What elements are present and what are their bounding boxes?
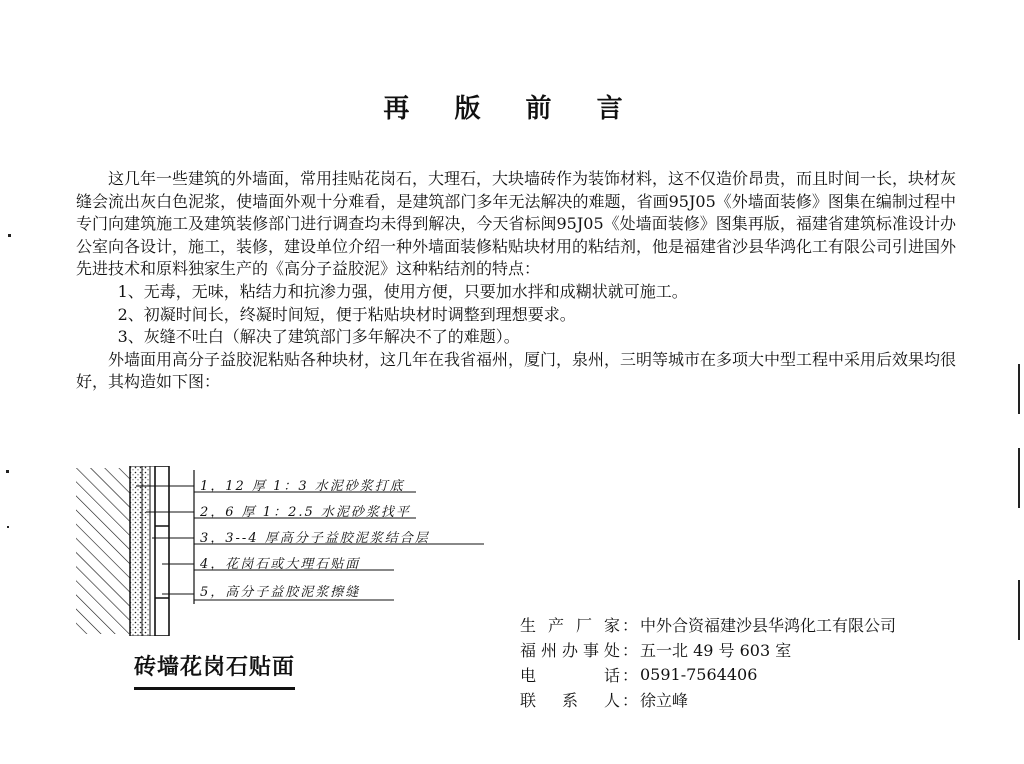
layer-2-leveling-coat xyxy=(142,466,150,636)
separator: ： xyxy=(621,616,638,635)
feature-item-2: 2、初凝时间长，终凝时间短，便于粘贴块材时调整到理想要求。 xyxy=(117,304,576,324)
feature-item-1: 1、无毒，无味，粘结力和抗渗力强，使用方便，只要加水拌和成糊状就可施工。 xyxy=(117,281,688,301)
brick-wall-hatch xyxy=(76,468,130,634)
layer-label-1: 1，12 厚 1：3 水泥砂浆打底 xyxy=(200,479,405,494)
scan-edge-line xyxy=(1018,364,1020,414)
separator: ： xyxy=(621,691,638,710)
layer-4-stone-facing xyxy=(155,466,169,636)
contact-row-office xyxy=(520,637,896,662)
intro-paragraph: 这几年一些建筑的外墙面，常用挂贴花岗石，大理石，大块墙砖作为装饰材料，这不仅造价昂贵，而且时间一长，块材灰缝会流出灰白色泥浆，使墙面外观十分难看，是建筑部门多年无法解决的难题，省画95J05《外墙面装修》图集在编制过程中专门向建筑施工及建筑装修部门进行调查均未得到解决，今天省标闽95J05《处墙面装修》图集再版，福建省建筑标准设计办公室向各设计，施工，装修，建设单位介绍一种外墙面装修粘贴块材用的粘结剂，他是福建省沙县华鸿化工有限公司引进国外先进技术和原料独家生产的《高分子益胶泥》这种粘结剂的特点： xyxy=(76,169,957,279)
office-value: 五一北 49 号 603 室 xyxy=(640,641,792,660)
layer-1-base-coat xyxy=(130,466,142,636)
office-label: 福州办事处 xyxy=(520,641,620,660)
scan-speck xyxy=(7,526,9,528)
separator: ： xyxy=(621,666,638,685)
scan-speck xyxy=(6,470,9,473)
phone-label: 电话 xyxy=(520,666,620,685)
diagram-caption: 砖墙花岗石贴面 xyxy=(134,650,295,690)
preface-body xyxy=(76,168,956,394)
feature-item-3: 3、灰缝不吐白（解决了建筑部门多年解决不了的难题）。 xyxy=(117,327,520,347)
page-title: 再 版 前 言 xyxy=(383,94,641,124)
layer-label-5: 5，高分子益胶泥浆擦缝 xyxy=(200,585,361,600)
contact-row-person xyxy=(520,687,896,712)
layer-label-3: 3，3--4 厚高分子益胶泥浆结合层 xyxy=(200,531,430,546)
manufacturer-label: 生产厂家 xyxy=(520,616,620,635)
person-label: 联系人 xyxy=(520,691,620,710)
separator: ： xyxy=(621,641,638,660)
contact-row-manufacturer xyxy=(520,612,896,637)
manufacturer-value: 中外合资福建沙县华鸿化工有限公司 xyxy=(640,616,897,635)
contact-row-phone xyxy=(520,662,896,687)
scan-edge-line xyxy=(1018,580,1020,640)
scan-speck xyxy=(8,234,11,237)
layer-label-4: 4，花岗石或大理石贴面 xyxy=(200,557,361,572)
person-value: 徐立峰 xyxy=(640,691,689,710)
phone-value: 0591-7564406 xyxy=(640,665,758,684)
contact-block xyxy=(520,612,896,712)
scan-edge-line xyxy=(1018,448,1020,508)
layer-label-2: 2，6 厚 1：2.5 水泥砂浆找平 xyxy=(200,505,411,520)
usage-paragraph: 外墙面用高分子益胶泥粘贴各种块材，这几年在我省福州，厦门，泉州，三明等城市在多项大中型工程中采用后效果均很好，其构造如下图： xyxy=(76,349,957,392)
